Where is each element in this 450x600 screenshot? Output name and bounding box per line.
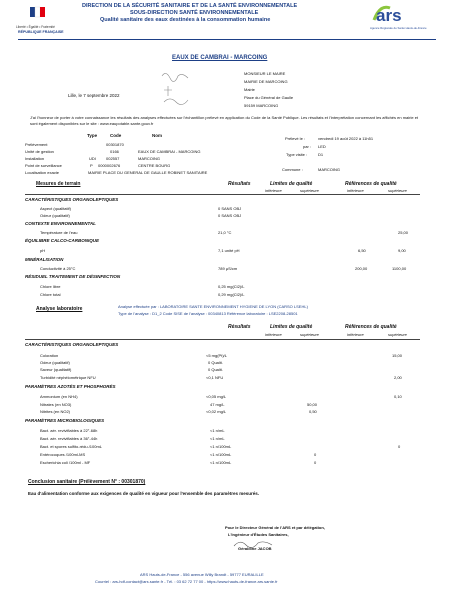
ars-region: Agence Régionale de Santé Hauts-de-France <box>370 26 427 30</box>
meta-code: 00301870 <box>106 142 124 147</box>
terrain-col-refs: Références de qualité <box>345 181 397 187</box>
param-result: <1 n/100mL <box>210 444 232 449</box>
section-title: ÉQUILIBRE CALCO-CARBONIQUE <box>25 238 99 243</box>
param-name: pH <box>40 248 46 253</box>
labo-col-refs: Références de qualité <box>345 324 397 330</box>
param-result: <0,05 mg/L <box>206 394 227 399</box>
footer-line1: ARS Hauts-de-France - 556 avenue Willy Brandt - 59777 EURALILLE <box>140 572 264 577</box>
param-ref-sup: 2,00 <box>394 375 402 380</box>
param-result: 21,0 °C <box>218 230 232 235</box>
meta-right-value: D1 <box>318 152 324 157</box>
labo-col-sup: supérieure <box>300 332 319 337</box>
section-title: PARAMÈTRES MICROBIOLOGIQUES <box>25 418 105 423</box>
meta-right-label: Type visite : <box>286 152 308 157</box>
param-ref-sup: 15,00 <box>392 353 403 358</box>
meta-col-nom: Nom <box>152 133 162 138</box>
section-title: CONTEXTE ENVIRONNEMENTAL <box>25 221 96 226</box>
param-name: Bact. aér. revivifiables à 36°-44h <box>40 436 98 441</box>
labo-col-result: Résultats <box>228 324 251 330</box>
meta-code: 0000002676 <box>98 163 121 168</box>
recipient-line: MAIRIE DE MARCOING <box>244 79 288 84</box>
param-result: <0,1 NFU <box>206 375 224 380</box>
terrain-divider <box>25 194 420 195</box>
param-lim-sup: 0,50 <box>309 409 317 414</box>
param-name: Température de l'eau <box>40 230 78 235</box>
recipient-block <box>244 71 384 115</box>
gov-country: RÉPUBLIQUE FRANÇAISE <box>18 30 64 34</box>
param-result: 0 SANS OBJ <box>218 206 242 211</box>
param-name: Entérocoques /100ml-MS <box>40 452 86 457</box>
param-name: Bact. aér. revivifiables à 22°-68h <box>40 428 98 433</box>
handwritten-note <box>158 68 198 108</box>
section-title: MINÉRALISATION <box>25 257 64 262</box>
labo-col-sup: supérieure <box>388 332 407 337</box>
meta-code: 0166 <box>110 149 119 154</box>
meta-right-label: Commune : <box>282 167 303 172</box>
param-result: 789 µS/cm <box>218 266 238 271</box>
header-line3: Qualité sanitaire des eaux destinées à la consommation humaine <box>100 17 271 23</box>
labo-divider <box>25 339 420 340</box>
section-title: CARACTÉRISTIQUES ORGANOLEPTIQUES <box>25 197 119 202</box>
signature-name: Géraldine JACOB <box>238 546 272 551</box>
labo-info: Analyse effectuée par : LABORATOIRE SANTE ENVIRONNEMENT HYGIENE DE LYON (CARSO LSEHL) <box>118 304 308 309</box>
param-ref-sup: 1100,00 <box>392 266 407 271</box>
param-name: Nitrites (en NO2) <box>40 409 71 414</box>
recipient-line: MONSIEUR LE MAIRE <box>244 71 286 76</box>
gov-motto: Liberté • Égalité • Fraternité <box>16 25 55 29</box>
param-result: <1 n/mL <box>210 428 225 433</box>
terrain-col-result: Résultats <box>228 181 251 187</box>
footer-line2: Courriel : ars-hdf-contact@ars.sante.fr - Tél. : 03 62 72 77 00 - https://www.hauts-de-france.ars.sante.fr <box>95 579 278 584</box>
param-result: <1 n/100mL <box>210 460 232 465</box>
param-lim-sup: 50,00 <box>307 402 318 407</box>
conclusion-text: Eau d'alimentation conforme aux exigences de qualité en vigueur pour l'ensemble des paramètres mesurés. <box>28 491 259 496</box>
meta-col-type: Type <box>87 133 98 138</box>
recipient-line: Mairie <box>244 87 255 92</box>
ars-logo <box>370 2 440 32</box>
param-result: 0 SANS OBJ <box>218 213 242 218</box>
labo-col-inf: inférieure <box>265 332 282 337</box>
meta-code: 002557 <box>106 156 120 161</box>
param-result: 7,1 unité pH <box>218 248 240 253</box>
param-lim-sup: 0 <box>314 460 317 465</box>
param-name: Odeur (qualitatif) <box>40 213 70 218</box>
param-name: Nitrates (en NO3) <box>40 402 72 407</box>
param-result: 0 Qualit. <box>208 360 223 365</box>
param-name: Turbidité néphélométrique NFU <box>40 375 96 380</box>
param-name: Conductivité à 25°C <box>40 266 76 271</box>
signature-line1: Pour le Directeur Général de l'ARS et par délégation, <box>225 525 325 530</box>
param-name: Coloration <box>40 353 59 358</box>
param-result: <1 n/mL <box>210 436 225 441</box>
param-ref-inf: 200,00 <box>355 266 368 271</box>
meta-right-value: vendredi 19 août 2022 à 11h51 <box>318 136 374 141</box>
labo-heading: Analyse laboratoire <box>36 306 83 312</box>
meta-type: UDI <box>89 156 96 161</box>
param-result: <0,02 mg/L <box>206 409 227 414</box>
param-name: Bact. et spores sulfito-rédu./100mL <box>40 444 103 449</box>
terrain-col-inf: inférieure <box>265 188 282 193</box>
param-lim-sup: 0 <box>314 452 317 457</box>
meta-type: P <box>90 163 93 168</box>
param-ref-sup: 0 <box>398 444 401 449</box>
param-name: Escherichia coli /100ml - MF <box>40 460 91 465</box>
param-ref-sup: 9,00 <box>398 248 406 253</box>
param-result: 0,25 mg(Cl2)/L <box>218 284 245 289</box>
labo-col-inf: inférieure <box>347 332 364 337</box>
param-name: Odeur (qualitatif) <box>40 360 70 365</box>
intro-paragraph: J'ai l'honneur de porter à votre connaissance les résultats des analyses effectuées sur l'échantillon prélevé en application du Code de la Santé Publique. Les résultats et l'interprétation concernant les affichés en mairie et sont également disponibles sur le site : www.eaupotable.sante.gouv.fr <box>30 115 419 126</box>
meta-right-value: LED <box>318 144 326 149</box>
conclusion-heading: Conclusion sanitaire (Prélèvement N° : 00301870) <box>28 479 146 485</box>
param-result: 0 Qualit. <box>208 367 223 372</box>
param-result: <1 n/100mL <box>210 452 232 457</box>
section-title: PARAMÈTRES AZOTÉS ET PHOSPHORÉS <box>25 384 116 389</box>
terrain-col-sup: supérieure <box>388 188 407 193</box>
meta-label: Prélèvement <box>25 142 48 147</box>
meta-label: Installation <box>25 156 45 161</box>
terrain-heading: Mesures de terrain <box>36 181 81 187</box>
meta-label: Point de surveillance <box>25 163 62 168</box>
header-divider <box>18 39 436 40</box>
param-ref-sup: 0,10 <box>394 394 402 399</box>
param-name: Saveur (qualitatif) <box>40 367 72 372</box>
section-title: RÉSIDUEL TRAITEMENT DE DÉSINFECTION <box>25 274 121 279</box>
meta-right-value: MARCOING <box>318 167 340 172</box>
recipient-line: Place du Général de Gaulle <box>244 95 294 100</box>
terrain-col-inf: inférieure <box>347 188 364 193</box>
param-result: <5 mg(Pt)/L <box>206 353 228 358</box>
meta-label: Localisation exacte <box>25 170 60 175</box>
param-result: 47 mg/L <box>210 402 225 407</box>
meta-code: MAIRIE PLACE DU GENERAL DE GAULLE ROBINET SANITAIRE <box>88 170 208 175</box>
meta-nom: EAUX DE CAMBRAI - MARCOING <box>138 149 201 154</box>
ars-logo-text: ars <box>376 6 402 25</box>
meta-nom: CENTRE BOURG <box>138 163 171 168</box>
place-date: Lille, le 7 septembre 2022 <box>68 93 120 98</box>
meta-col-code: Code <box>110 133 122 138</box>
meta-right-label: par : <box>303 144 312 149</box>
param-ref-sup: 25,00 <box>398 230 409 235</box>
gov-logo <box>16 5 64 39</box>
labo-col-limits: Limites de qualité <box>270 324 313 330</box>
param-name: Chlore libre <box>40 284 61 289</box>
param-ref-inf: 6,50 <box>358 248 366 253</box>
section-title: CARACTÉRISTIQUES ORGANOLEPTIQUES <box>25 342 119 347</box>
param-name: Chlore total <box>40 292 61 297</box>
recipient-line: 59159 MARCOING <box>244 103 279 108</box>
doc-title: EAUX DE CAMBRAI - MARCOING <box>172 55 268 61</box>
param-result: 0,29 mg(Cl2)/L <box>218 292 245 297</box>
terrain-col-limits: Limites de qualité <box>270 181 313 187</box>
labo-info: Type de l'analyse : D1_2 Code SISE de l'analyse : 00340813 Référence laboratoire : LSE2208-28501 <box>118 311 298 316</box>
signature-line2: L'Ingénieur d'Études Sanitaires, <box>228 532 289 537</box>
meta-nom: MARCOING <box>138 156 160 161</box>
meta-right-label: Prélevé le : <box>285 136 306 141</box>
meta-label: Unité de gestion <box>25 149 54 154</box>
param-name: Ammonium (en NH4) <box>40 394 78 399</box>
header-line2: SOUS-DIRECTION SANTÉ ENVIRONNEMENTALE <box>130 10 259 16</box>
param-name: Aspect (qualitatif) <box>40 206 71 211</box>
header-line1: DIRECTION DE LA SÉCURITÉ SANITAIRE ET DE LA SANTÉ ENVIRONNEMENTALE <box>82 3 298 9</box>
terrain-col-sup: supérieure <box>300 188 319 193</box>
